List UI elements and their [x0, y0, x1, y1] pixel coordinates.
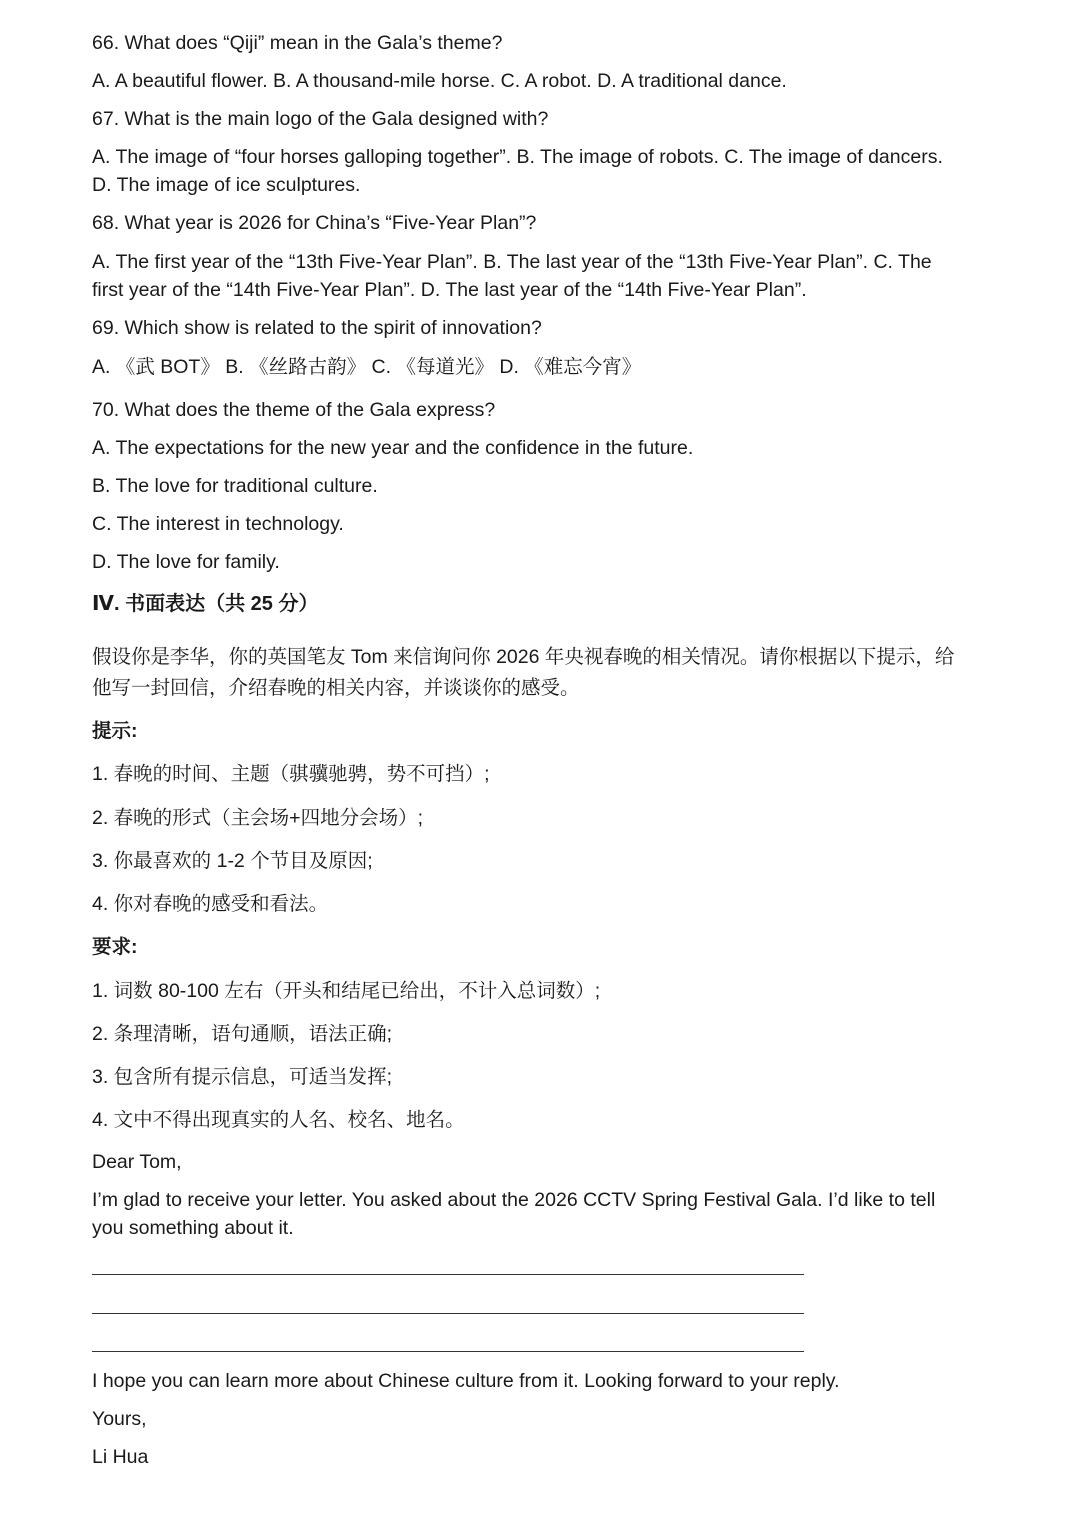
hints-label: 提示: [92, 720, 138, 742]
letter-closing: I hope you can learn more about Chinese culture from it. Looking forward to your reply. [92, 1370, 840, 1392]
hint-item: 1. 春晚的时间、主题（骐骥驰骋，势不可挡）; [92, 763, 490, 785]
letter-opening-line1: I’m glad to receive your letter. You asked about the 2026 CCTV Spring Festival Gala. I’d like to tell [92, 1189, 936, 1211]
writing-prompt-line1: 假设你是李华，你的英国笔友 Tom 来信询问你 2026 年央视春晚的相关情况。请你根据以下提示，给 [92, 646, 955, 668]
q67-question: 67. What is the main logo of the Gala designed with? [92, 108, 549, 130]
letter-signature: Li Hua [92, 1446, 149, 1468]
hint-item: 2. 春晚的形式（主会场+四地分会场）; [92, 807, 423, 829]
answer-line[interactable] [92, 1274, 804, 1275]
q66-options: A. A beautiful flower. B. A thousand-mile horse. C. A robot. D. A traditional dance. [92, 70, 787, 92]
answer-line[interactable] [92, 1313, 804, 1314]
q67-options-line1: A. The image of “four horses galloping together”. B. The image of robots. C. The image of dancers. [92, 146, 943, 168]
requirement-item: 2. 条理清晰，语句通顺，语法正确; [92, 1023, 393, 1045]
requirement-item: 4. 文中不得出现真实的人名、校名、地名。 [92, 1109, 465, 1131]
q70-option-c: C. The interest in technology. [92, 513, 344, 535]
requirement-item: 3. 包含所有提示信息，可适当发挥; [92, 1066, 393, 1088]
q69-question: 69. Which show is related to the spirit of innovation? [92, 317, 542, 339]
hint-item: 4. 你对春晚的感受和看法。 [92, 893, 329, 915]
q68-options-line2: first year of the “14th Five-Year Plan”. D. The last year of the “14th Five-Year Plan”. [92, 279, 807, 301]
q68-options-line1: A. The first year of the “13th Five-Year Plan”. B. The last year of the “13th Five-Year Plan”. C. The [92, 251, 932, 273]
letter-opening-line2: you something about it. [92, 1217, 294, 1239]
section-heading: Ⅳ. 书面表达（共 25 分） [92, 593, 319, 615]
writing-prompt-line2: 他写一封回信，介绍春晚的相关内容，并谈谈你的感受。 [92, 677, 580, 699]
requirement-item: 1. 词数 80-100 左右（开头和结尾已给出，不计入总词数）; [92, 980, 601, 1002]
answer-line[interactable] [92, 1351, 804, 1352]
q70-option-a: A. The expectations for the new year and the confidence in the future. [92, 437, 694, 459]
q67-options-line2: D. The image of ice sculptures. [92, 174, 361, 196]
q70-question: 70. What does the theme of the Gala express? [92, 399, 496, 421]
q70-option-b: B. The love for traditional culture. [92, 475, 378, 497]
q66-question: 66. What does “Qiji” mean in the Gala’s theme? [92, 32, 503, 54]
hint-item: 3. 你最喜欢的 1-2 个节目及原因; [92, 850, 373, 872]
letter-signoff: Yours, [92, 1408, 147, 1430]
q68-question: 68. What year is 2026 for China’s “Five-Year Plan”? [92, 212, 537, 234]
letter-greeting: Dear Tom, [92, 1151, 182, 1173]
q70-option-d: D. The love for family. [92, 551, 280, 573]
q69-options: A. 《武 BOT》 B. 《丝路古韵》 C. 《每道光》 D. 《难忘今宵》 [92, 356, 642, 378]
requirements-label: 要求: [92, 936, 138, 958]
